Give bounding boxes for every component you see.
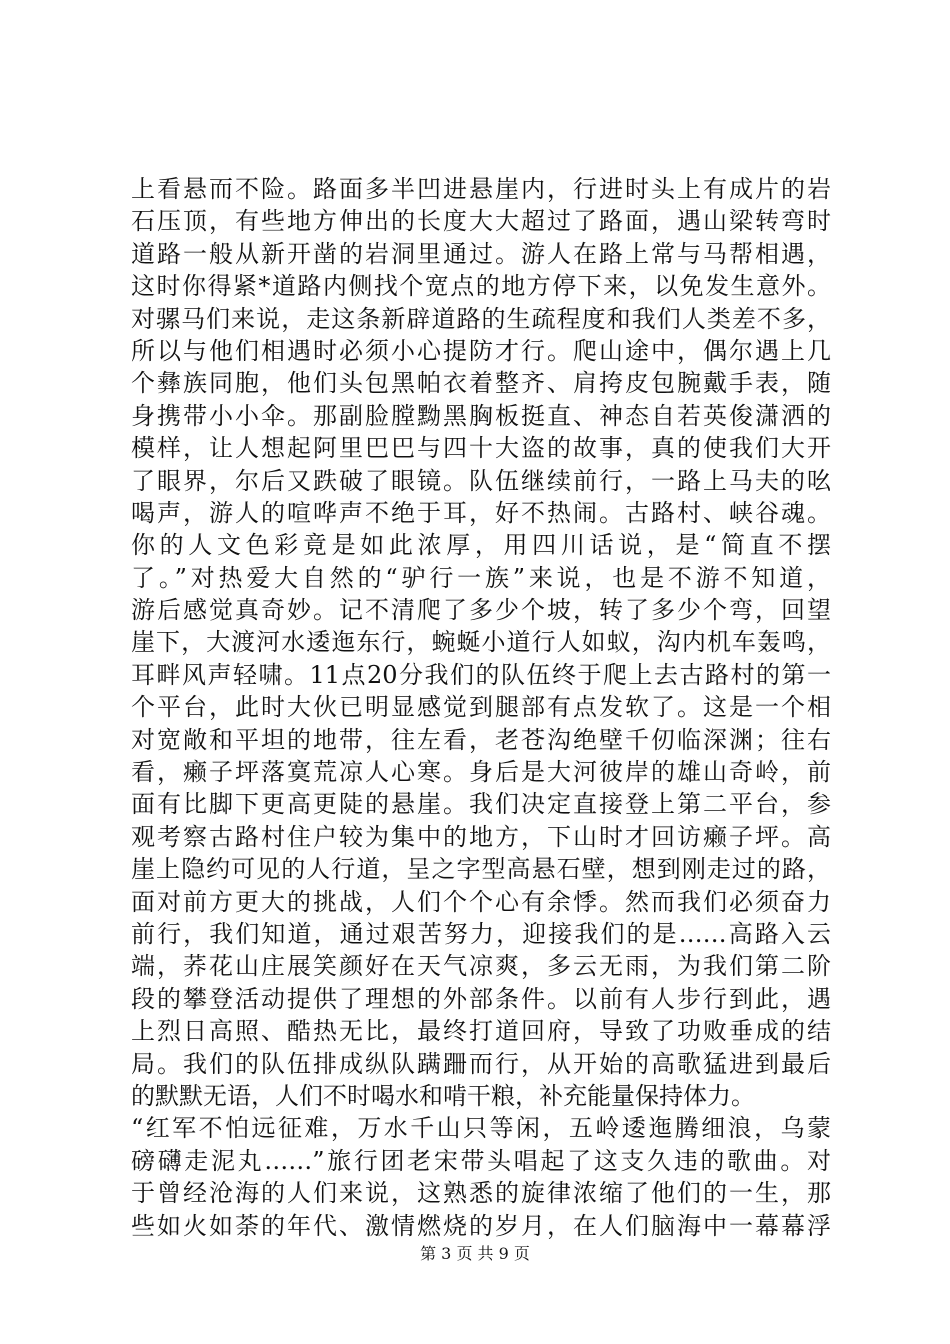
text-line: 面有比脚下更高更陡的悬崖。我们决定直接登上第二平台，参 [131,790,831,819]
text-line: 这时你得紧*道路内侧找个宽点的地方停下来，以免发生意外。 [131,272,831,301]
text-line: 的默默无语，人们不时喝水和啃干粮，补充能量保持体力。 [131,1081,755,1110]
text-line: 观考察古路村住户较为集中的地方，下山时才回访癞子坪。高 [131,822,831,851]
text-line: 段的攀登活动提供了理想的外部条件。以前有人步行到此，遇 [131,984,831,1013]
text-line: 个平台，此时大伙已明显感觉到腿部有点发软了。这是一个相 [131,693,831,722]
text-line: 对骡马们来说，走这条新辟道路的生疏程度和我们人类差不多， [131,304,831,333]
text-line: 看，癞子坪落寞荒凉人心寒。身后是大河彼岸的雄山奇岭，前 [131,758,831,787]
text-line: 了。”对热爱大自然的“驴行一族”来说，也是不游不知道， [131,563,831,592]
text-line: 端，荞花山庄展笑颜好在天气凉爽，多云无雨，为我们第二阶 [131,952,831,981]
text-line: 前行，我们知道，通过艰苦努力，迎接我们的是……高路入云 [131,919,831,948]
body-paragraph [131,173,831,1242]
page-footer: 第 3 页 共 9 页 [420,1244,530,1263]
text-line: 身携带小小伞。那副脸膛黝黑胸板挺直、神态自若英俊潇洒的 [131,401,831,430]
text-line: 道路一般从新开凿的岩洞里通过。游人在路上常与马帮相遇， [131,239,831,268]
text-line: 喝声，游人的喧哗声不绝于耳，好不热闹。古路村、峡谷魂。 [131,498,831,527]
text-line: 于曾经沧海的人们来说，这熟悉的旋律浓缩了他们的一生，那 [131,1179,831,1208]
text-line: 石压顶，有些地方伸出的长度大大超过了路面，遇山梁转弯时 [131,207,831,236]
text-line: 模样，让人想起阿里巴巴与四十大盗的故事，真的使我们大开 [131,434,831,463]
text-line: 崖上隐约可见的人行道，呈之字型高悬石壁，想到刚走过的路， [131,855,831,884]
text-line: 磅礴走泥丸……”旅行团老宋带头唱起了这支久违的歌曲。对 [131,1146,831,1175]
text-line: “红军不怕远征难，万水千山只等闲，五岭逶迤腾细浪，乌蒙 [131,1114,831,1143]
text-line: 所以与他们相遇时必须小心提防才行。爬山途中，偶尔遇上几 [131,336,831,365]
text-line: 上烈日高照、酷热无比，最终打道回府，导致了功败垂成的结 [131,1017,831,1046]
text-line: 游后感觉真奇妙。记不清爬了多少个坡，转了多少个弯，回望 [131,596,831,625]
text-line: 你的人文色彩竟是如此浓厚，用四川话说，是“简直不摆 [131,531,831,560]
text-line: 对宽敞和平坦的地带，往左看，老苍沟绝壁千仞临深渊；往右 [131,725,831,754]
text-line: 耳畔风声轻啸。11点20分我们的队伍终于爬上去古路村的第一 [131,660,831,689]
text-line: 局。我们的队伍排成纵队蹒跚而行，从开始的高歌猛进到最后 [131,1049,831,1078]
text-line: 个彝族同胞，他们头包黑帕衣着整齐、肩挎皮包腕戴手表，随 [131,369,831,398]
text-line: 上看悬而不险。路面多半凹进悬崖内，行进时头上有成片的岩 [131,175,831,203]
text-line: 了眼界，尔后又跌破了眼镜。队伍继续前行，一路上马夫的吆 [131,466,831,495]
text-line: 崖下，大渡河水逶迤东行，蜿蜒小道行人如蚁，沟内机车轰鸣， [131,628,831,657]
text-line: 面对前方更大的挑战，人们个个心有余悸。然而我们必须奋力 [131,887,831,916]
text-line: 些如火如荼的年代、激情燃烧的岁月，在人们脑海中一幕幕浮 [131,1211,831,1240]
